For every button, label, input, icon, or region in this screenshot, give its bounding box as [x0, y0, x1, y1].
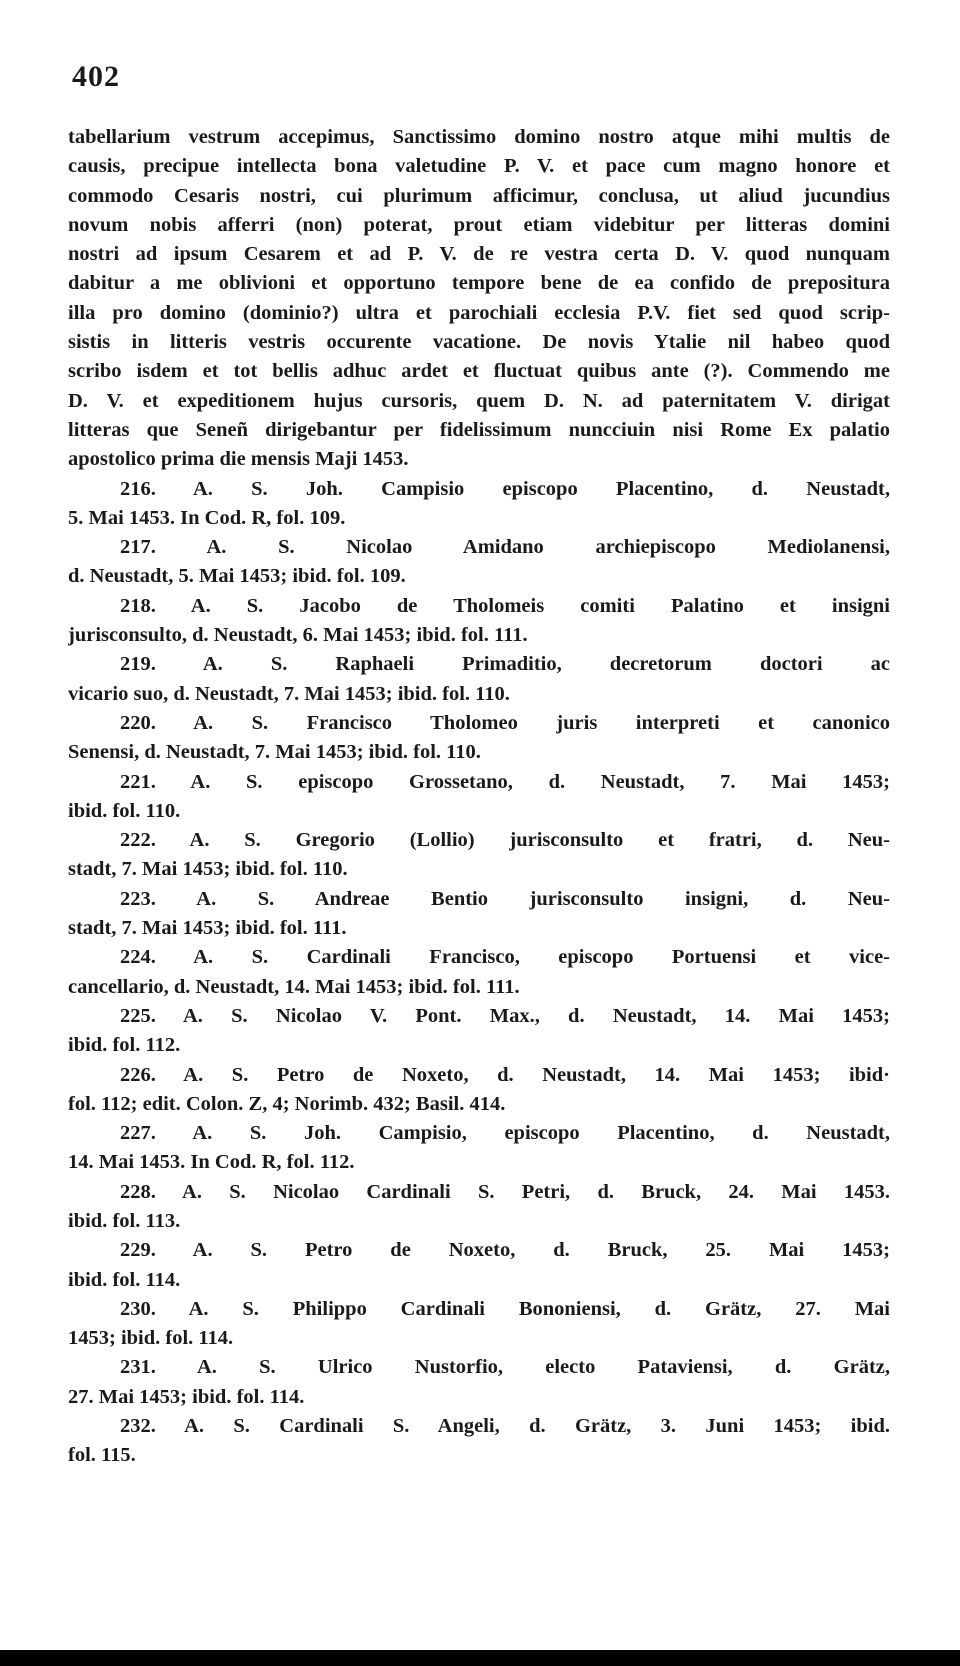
- entry-line: vicario suo, d. Neustadt, 7. Mai 1453; ibid. fol. 110.: [68, 682, 510, 705]
- entry-line: 216. A. S. Joh. Campisio episcopo Placentino, d. Neustadt,: [120, 477, 890, 500]
- entry-line: 223. A. S. Andreae Bentio jurisconsulto insigni, d. Neu-: [120, 887, 890, 910]
- entry-line: stadt, 7. Mai 1453; ibid. fol. 111.: [68, 917, 347, 940]
- entry-line: 231. A. S. Ulrico Nustorfio, electo Pataviensi, d. Grätz,: [120, 1356, 890, 1379]
- letter-line: sistis in litteris vestris occurente vacatione. De novis Ytalie nil habeo quod: [68, 331, 890, 354]
- letter-line: tabellarium vestrum accepimus, Sanctissimo domino nostro atque mihi multis de: [68, 126, 890, 148]
- letter-line: commodo Cesaris nostri, cui plurimum afficimur, conclusa, ut aliud jucundius: [68, 184, 890, 207]
- register-entry: [68, 1412, 890, 1471]
- page-body: [68, 123, 890, 1471]
- register-entry: [68, 1295, 890, 1354]
- entry-line: 221. A. S. episcopo Grossetano, d. Neustadt, 7. Mai 1453;: [120, 770, 890, 793]
- entry-line: ibid. fol. 112.: [68, 1034, 181, 1057]
- letter-line: novum nobis afferri (non) poterat, prout etiam videbitur per litteras domini: [68, 213, 890, 236]
- register-entry: [68, 1119, 890, 1178]
- letter-text: [68, 123, 890, 475]
- entry-line: stadt, 7. Mai 1453; ibid. fol. 110.: [68, 858, 348, 881]
- entry-line: d. Neustadt, 5. Mai 1453; ibid. fol. 109.: [68, 565, 406, 588]
- register-entry: [68, 709, 890, 768]
- register-entry: [68, 826, 890, 885]
- bottom-border: [0, 1650, 960, 1666]
- register-entry: [68, 533, 890, 592]
- entry-line: ibid. fol. 113.: [68, 1209, 181, 1232]
- entries-list: [68, 475, 890, 1471]
- letter-line: causis, precipue intellecta bona valetudine P. V. et pace cum magno honore et: [68, 155, 890, 178]
- register-entry: [68, 1002, 890, 1061]
- entry-line: 232. A. S. Cardinali S. Angeli, d. Grätz, 3. Juni 1453; ibid.: [120, 1415, 890, 1438]
- entry-line: 226. A. S. Petro de Noxeto, d. Neustadt, 14. Mai 1453; ibid·: [120, 1063, 890, 1086]
- entry-line: ibid. fol. 114.: [68, 1268, 181, 1291]
- letter-line: illa pro domino (dominio?) ultra et parochiali ecclesia P.V. fiet sed quod scrip-: [68, 301, 890, 324]
- entry-line: 217. A. S. Nicolao Amidano archiepiscopo Mediolanensi,: [120, 536, 890, 559]
- entry-line: Senensi, d. Neustadt, 7. Mai 1453; ibid. fol. 110.: [68, 741, 481, 764]
- letter-line: scribo isdem et tot bellis adhuc ardet et fluctuat quibus ante (?). Commendo me: [68, 360, 890, 383]
- entry-line: 224. A. S. Cardinali Francisco, episcopo Portuensi et vice-: [120, 946, 890, 969]
- entry-line: 27. Mai 1453; ibid. fol. 114.: [68, 1385, 305, 1408]
- entry-line: 218. A. S. Jacobo de Tholomeis comiti Palatino et insigni: [120, 594, 890, 617]
- register-entry: [68, 768, 890, 827]
- entry-line: 222. A. S. Gregorio (Lollio) jurisconsulto et fratri, d. Neu-: [120, 829, 890, 852]
- entry-line: 5. Mai 1453. In Cod. R, fol. 109.: [68, 506, 346, 529]
- register-entry: [68, 592, 890, 651]
- entry-line: 14. Mai 1453. In Cod. R, fol. 112.: [68, 1151, 355, 1174]
- register-entry: [68, 1236, 890, 1295]
- register-entry: [68, 475, 890, 534]
- entry-line: 220. A. S. Francisco Tholomeo juris interpreti et canonico: [120, 711, 890, 734]
- entry-line: 219. A. S. Raphaeli Primaditio, decretorum doctori ac: [120, 653, 890, 676]
- entry-line: 229. A. S. Petro de Noxeto, d. Bruck, 25. Mai 1453;: [120, 1239, 890, 1262]
- register-entry: [68, 1353, 890, 1412]
- register-entry: [68, 1178, 890, 1237]
- entry-line: ibid. fol. 110.: [68, 799, 181, 822]
- entry-line: 227. A. S. Joh. Campisio, episcopo Placentino, d. Neustadt,: [120, 1122, 890, 1145]
- entry-line: 1453; ibid. fol. 114.: [68, 1327, 234, 1350]
- letter-line: D. V. et expeditionem hujus cursoris, quem D. N. ad paternitatem V. dirigat: [68, 389, 890, 412]
- letter-line: litteras que Seneñ dirigebantur per fidelissimum nuncciuin nisi Rome Ex palatio: [68, 418, 890, 441]
- letter-line: apostolico prima die mensis Maji 1453.: [68, 448, 409, 471]
- page-number: 402: [72, 60, 120, 93]
- letter-line: dabitur a me oblivioni et opportuno tempore bene de ea confido de prepositura: [68, 272, 890, 295]
- entry-line: 225. A. S. Nicolao V. Pont. Max., d. Neustadt, 14. Mai 1453;: [120, 1004, 890, 1027]
- register-entry: [68, 885, 890, 944]
- entry-line: 228. A. S. Nicolao Cardinali S. Petri, d. Bruck, 24. Mai 1453.: [120, 1180, 890, 1203]
- entry-line: 230. A. S. Philippo Cardinali Bononiensi, d. Grätz, 27. Mai: [120, 1297, 890, 1320]
- entry-line: cancellario, d. Neustadt, 14. Mai 1453; ibid. fol. 111.: [68, 975, 520, 998]
- entry-line: jurisconsulto, d. Neustadt, 6. Mai 1453; ibid. fol. 111.: [68, 624, 528, 647]
- entry-line: fol. 112; edit. Colon. Z, 4; Norimb. 432; Basil. 414.: [68, 1092, 506, 1115]
- entry-line: fol. 115.: [68, 1444, 136, 1467]
- letter-line: nostri ad ipsum Cesarem et ad P. V. de re vestra certa D. V. quod nunquam: [68, 243, 890, 266]
- register-entry: [68, 1061, 890, 1120]
- register-entry: [68, 650, 890, 709]
- register-entry: [68, 943, 890, 1002]
